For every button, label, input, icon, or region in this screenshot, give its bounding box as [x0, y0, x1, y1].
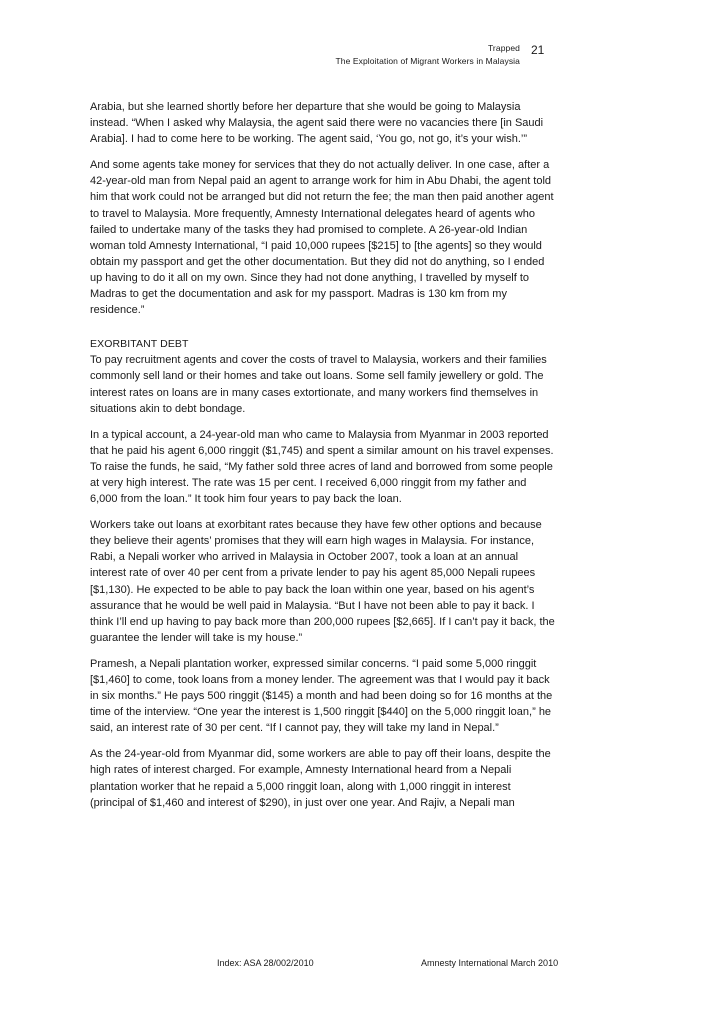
document-body	[90, 99, 555, 821]
page-header	[0, 43, 728, 73]
running-title: Trapped	[487, 43, 520, 53]
paragraph: As the 24-year-old from Myanmar did, some workers are able to pay off their loans, despite the high rates of interest charged. For example, Amnesty International heard from a Nepali plantation worker that he repaid a 5,000 ringgit loan, along with 1,000 ringgit in interest (principal of $1,460 and interest of $290), in just over one year. And Rajiv, a Nepali man	[90, 748, 551, 809]
paragraph: And some agents take money for services that they do not actually deliver. In one case, after a 42-year-old man from Nepal paid an agent to arrange work for him in Abu Dhabi, the agent told him that work could not be arranged but did not return the fee; the man then paid another agent to travel to Malaysia. More frequently, Amnesty International delegates heard of agents who failed to undertake many of the tasks they had promised to complete. A 26-year-old Indian woman told Amnesty International, “I paid 10,000 rupees [$215] to [the agents] so they would obtain my passport and get the other documentation. But they did not do anything, so I ended up having to do it all on my own. Since they had not done anything, I travelled by myself to Madras to get the documentation and ask for my passport. Madras is 130 km from my residence.”	[90, 159, 554, 317]
footer-publisher-date: Amnesty International March 2010	[421, 958, 559, 968]
running-subtitle: The Exploitation of Migrant Workers in Malaysia	[335, 56, 520, 66]
paragraph: In a typical account, a 24-year-old man who came to Malaysia from Myanmar in 2003 reported that he paid his agent 6,000 ringgit ($1,745) and spent a similar amount on his travel expenses. To raise the funds, he said, “My father sold three acres of land and borrowed from some people at very high interest. The rate was 15 per cent. I received 6,000 ringgit from my father and 6,000 from the loan.” It took him four years to pay back the loan.	[90, 428, 554, 506]
paragraph: Arabia, but she learned shortly before her departure that she would be going to Malaysia instead. “When I asked why Malaysia, the agent said there were no vacancies there [in Saudi Arabia]. I had to come here to be working. The agent said, ‘You go, not go, it’s your wish.’”	[90, 101, 544, 146]
footer-index: Index: ASA 28/002/2010	[217, 958, 314, 968]
paragraph: To pay recruitment agents and cover the costs of travel to Malaysia, workers and their families commonly sell land or their homes and take out loans. Some sell family jewellery or gold. The interest rates on loans are in many cases extortionate, and many workers find themselves in situations akin to debt bondage.	[90, 354, 547, 415]
section-heading: EXORBITANT DEBT	[90, 338, 189, 351]
paragraph: Pramesh, a Nepali plantation worker, expressed similar concerns. “I paid some 5,000 ringgit [$1,460] to come, took loans from a money lender. The agreement was that I would pay it back in six months.” He pays 500 ringgit ($145) a month and had been doing so for 16 months at the time of the interview. “One year the interest is 1,500 ringgit [$440] on the 5,000 ringgit loan,” he said, an interest rate of 30 per cent. “If I cannot pay, they will take my land in Nepal.”	[90, 657, 553, 735]
page-number: 21	[531, 43, 545, 57]
paragraph: Workers take out loans at exorbitant rates because they have few other options and because they believe their agents’ promises that they will earn high wages in Malaysia. For instance, Rabi, a Nepali worker who arrived in Malaysia in October 2007, took a loan at an annual interest rate of over 40 per cent from a private lender to pay his agent 85,000 Nepali rupees [$1,130). He expected to be able to pay back the loan within one year, based on his agent’s assurance that he would be well paid in Malaysia. “But I have not been able to pay it back. I think I’ll end up having to pay back more than 200,000 rupees [$2,665]. If I can’t pay it back, the guarantee the lender will take is my house.”	[90, 519, 555, 644]
